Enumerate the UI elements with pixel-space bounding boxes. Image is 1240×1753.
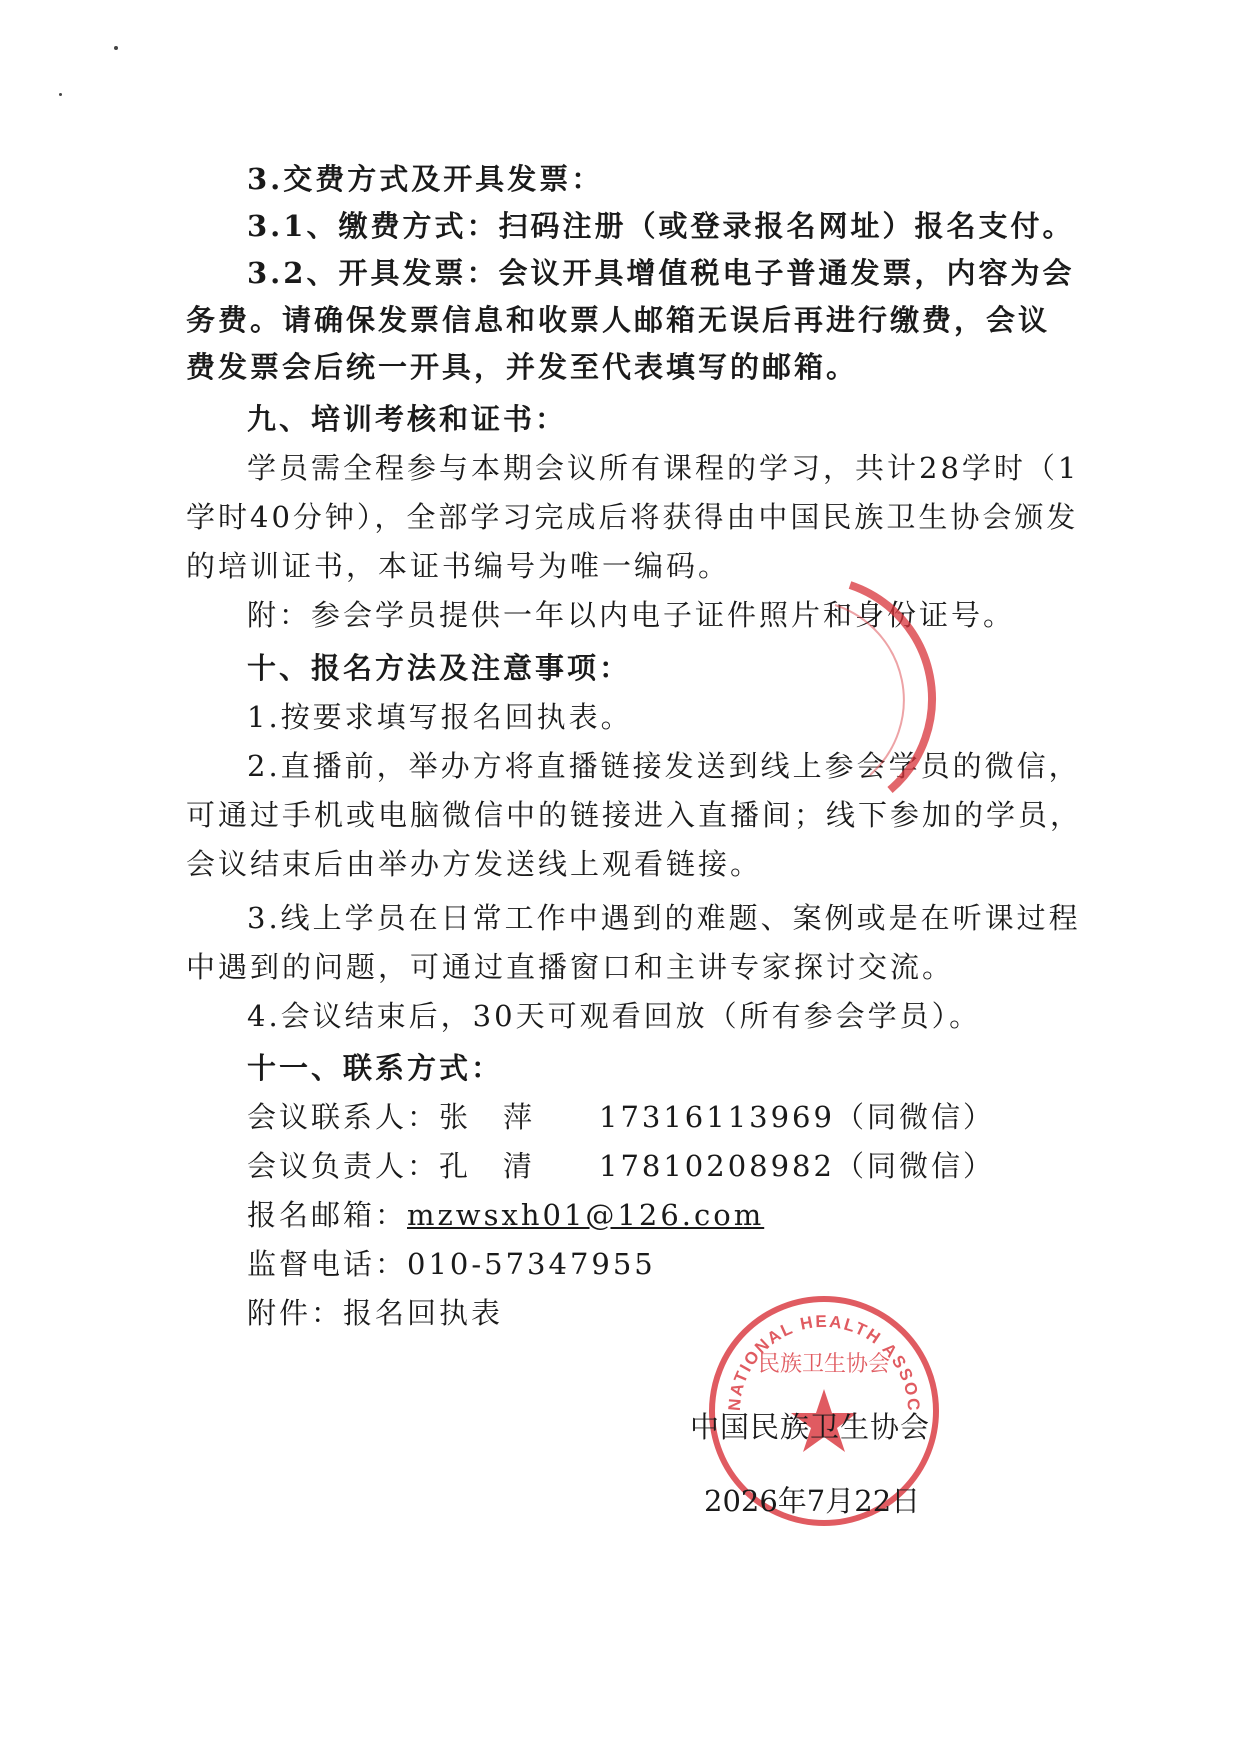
supervision-phone: 监督电话：010-57347955 — [247, 1247, 656, 1281]
registration-email-link[interactable]: mzwsxh01@126.com — [407, 1198, 765, 1232]
section-10-item-2-line-1: 2.直播前，举办方将直播链接发送到线上参会学员的微信， — [247, 749, 1081, 783]
registration-email-label: 报名邮箱： — [247, 1198, 408, 1232]
section-3-2-line-3: 费发票会后统一开具，并发至代表填写的邮箱。 — [186, 350, 859, 384]
section-9-line-1: 学员需全程参与本期会议所有课程的学习，共计28学时（1 — [247, 451, 1080, 485]
signature-organization: 中国民族卫生协会 — [690, 1410, 931, 1444]
section-9-line-2: 学时40分钟），全部学习完成后将获得由中国民族卫生协会颁发 — [186, 500, 1079, 534]
contact-person-1: 会议联系人：张 萍 17316113969（同微信） — [247, 1100, 995, 1134]
section-3-heading: 3.交费方式及开具发票： — [247, 162, 604, 196]
section-9-heading: 九、培训考核和证书： — [247, 402, 568, 436]
attachment-note: 附件：报名回执表 — [247, 1296, 504, 1330]
section-9-note: 附：参会学员提供一年以内电子证件照片和身份证号。 — [247, 598, 1016, 632]
section-10-item-2-line-3: 会议结束后由举办方发送线上观看链接。 — [186, 847, 763, 881]
partial-seal-stamp — [830, 575, 970, 795]
registration-email-row — [247, 1195, 764, 1235]
scan-speck — [114, 46, 118, 50]
section-11-heading: 十一、联系方式： — [247, 1051, 504, 1085]
seal-english-text: CHINA NATIONAL HEALTH ASSOCIATION — [696, 1276, 924, 1414]
seal-chinese-text: 民族卫生协会 — [757, 1352, 891, 1377]
section-3-1-text: 3.1、缴费方式：扫码注册（或登录报名网址）报名支付。 — [247, 209, 1075, 243]
section-10-heading: 十、报名方法及注意事项： — [247, 651, 632, 685]
section-3-2-line-1: 3.2、开具发票：会议开具增值税电子普通发票，内容为会 — [247, 256, 1075, 290]
section-9-line-3: 的培训证书，本证书编号为唯一编码。 — [186, 549, 731, 583]
section-3-2-line-2: 务费。请确保发票信息和收票人邮箱无误后再进行缴费，会议 — [186, 303, 1051, 337]
section-10-item-4: 4.会议结束后，30天可观看回放（所有参会学员）。 — [247, 999, 982, 1033]
section-10-item-2-line-2: 可通过手机或电脑微信中的链接进入直播间；线下参加的学员， — [186, 798, 1083, 832]
scan-speck — [59, 93, 62, 96]
signature-date: 2026年7月22日 — [704, 1484, 921, 1518]
section-10-item-1: 1.按要求填写报名回执表。 — [247, 700, 633, 734]
section-10-item-3-line-2: 中遇到的问题，可通过直播窗口和主讲专家探讨交流。 — [186, 950, 955, 984]
contact-person-2: 会议负责人：孔 清 17810208982（同微信） — [247, 1149, 995, 1183]
section-10-item-3-line-1: 3.线上学员在日常工作中遇到的难题、案例或是在听课过程 — [247, 901, 1081, 935]
